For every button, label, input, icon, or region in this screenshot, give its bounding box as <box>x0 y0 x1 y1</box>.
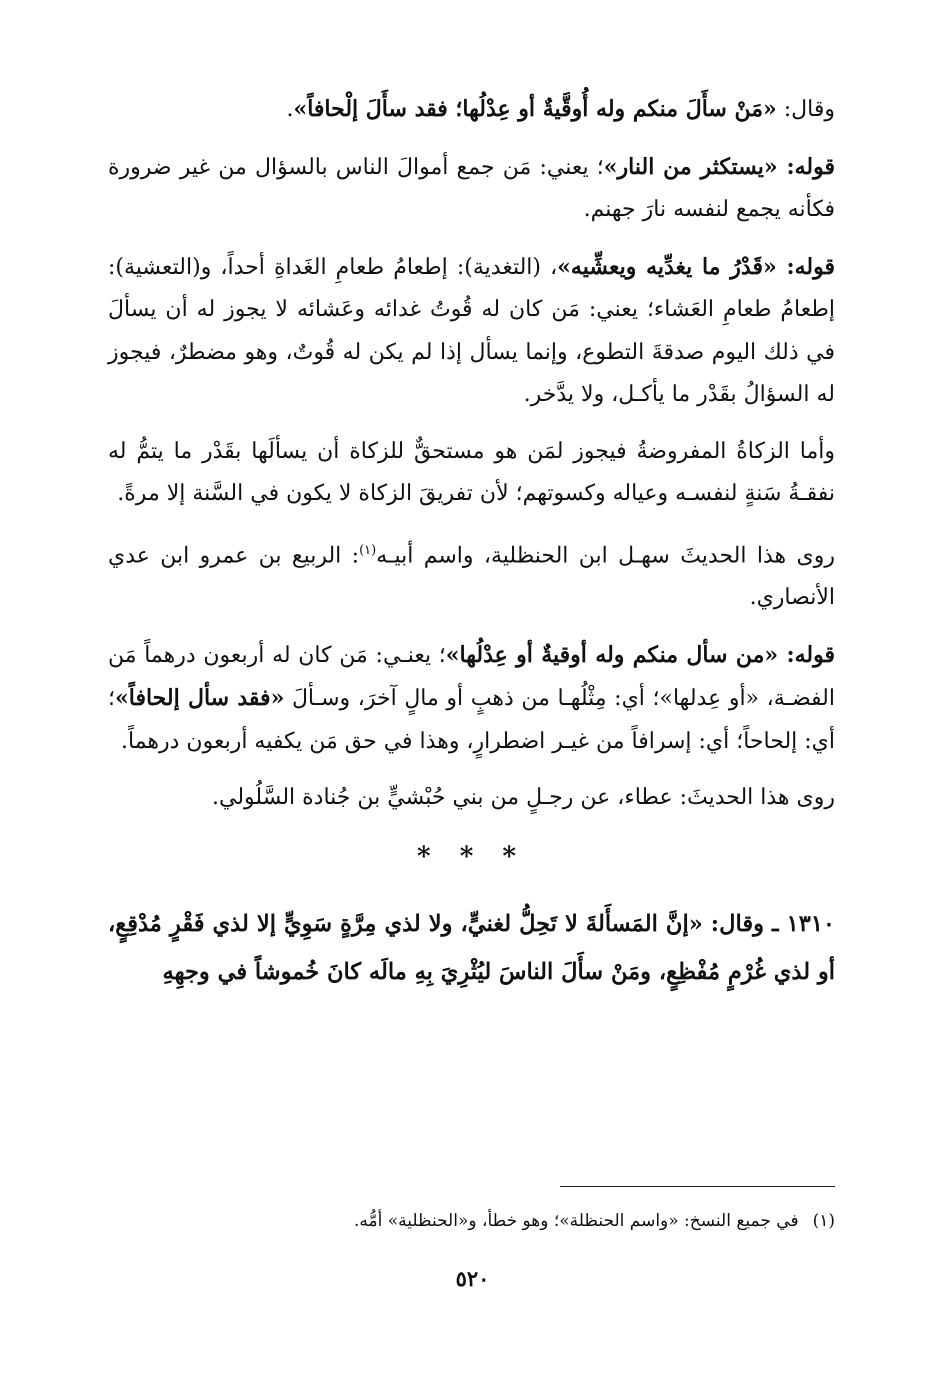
p1-end: . <box>286 97 294 122</box>
footnote <box>108 1207 835 1235</box>
p6-text2: ؛ أي: إلحاحاً؛ أي: إسرافاً من غيـر اضطرارٍ، وهذا في حق مَن يكفيه أربعون درهماً. <box>108 686 835 754</box>
p3-label: قوله: «قَدْرُ ما يغدِّيه ويعشِّيه» <box>557 253 835 280</box>
p6-text1: ؛ يعنـي: مَن كان له أربعون درهماً مَن الفضـة، «أو عِدلها»؛ أي: مِثْلُهـا من ذهبٍ أو مالٍ آخرَ، وسـألَ <box>108 642 835 712</box>
paragraph-4 <box>108 431 835 516</box>
paragraph-6 <box>108 634 835 764</box>
paragraph-2 <box>108 146 835 232</box>
page-body <box>108 88 835 996</box>
footnote-divider <box>560 1186 835 1187</box>
paragraph-3 <box>108 246 835 417</box>
p4-text: وأما الزكاةُ المفروضةُ فيجوز لمَن هو مستحقٌّ للزكاة أن يسألَها بقَدْر ما يتمُّ له نفقـةُ سَنةٍ لنفسـه وعياله وكسوتهم؛ لأن تفريقَ الزكاة لا يكون في السَّنة إلا مرةً. <box>108 438 835 506</box>
section-separator: * * * <box>417 841 526 872</box>
p1-quote: «مَنْ سأَلَ منكم وله أُوقَّيةٌ أو عِدْلُها؛ فقد سأَلَ إلْحافاً» <box>293 96 777 122</box>
p6-label: قوله: «من سأل منكم وله أوقيةٌ أو عِدْلُها» <box>445 641 835 668</box>
page-number: ٥٢٠ <box>455 1266 490 1291</box>
p5-post: : الربيع بن عمرو ابن عدي الأنصاري. <box>108 542 835 611</box>
p3-text: ، (التغدية): إطعامُ طعامِ الغَداةِ أحداً، و(التعشية): إطعامُ طعامِ العَشاء؛ يعني: مَن كان له قُوتُ غدائه وعَشائه لا يجوز له أن يسألَ في ذلك اليوم صدقةَ التطوع، وإنما يسأل إذا لم يكن له قُوتٌ، وهو مضطرٌ، فيجوز له السؤالُ بقَدْر ما يأكـل، ولا يدَّخر. <box>108 254 835 407</box>
p1-lead: وقال: <box>776 97 835 122</box>
p2-label: قوله: «يستكثر من النار» <box>603 153 835 180</box>
paragraph-5 <box>108 530 835 620</box>
hadith-1310: ١٣١٠ ـ وقال: «إنَّ المَسأَلةَ لا تَحِلُّ لغنيٍّ، ولا لذي مِرَّةٍ سَوِيٍّ إلا لذي فَقْرٍ مُدْقِعٍ، أو لذي غُرْمٍ مُفْظِعٍ، ومَنْ سأَلَ الناسَ ليُثْرِيَ بِهِ مالَه كانَ خُموشاً في وجهِهِ <box>108 910 835 985</box>
p2-text: ؛ يعني: مَن جمع أموالَ الناس بالسؤال من غير ضرورة فكأنه يجمع لنفسه نارَ جهنم. <box>108 154 835 222</box>
p5-pre: روى هذا الحديثَ سهـل ابن الحنظلية، واسم أبيـه <box>376 542 835 568</box>
footnote-text: في جميع النسخ: «واسم الحنظلة»؛ وهو خطأ، و«الحنظلية» أمُّه. <box>353 1211 799 1231</box>
p6-label2: «فقد سأل إلحافاً» <box>115 685 285 712</box>
footnote-number: (١) <box>812 1211 835 1231</box>
paragraph-1 <box>108 88 835 132</box>
footnote-ref: (١) <box>359 542 377 558</box>
paragraph-7 <box>108 777 835 820</box>
p7-text: روى هذا الحديثَ: عطاء، عن رجـلٍ من بني حُبْشيٍّ بن جُنادة السَّلُولي. <box>212 785 835 811</box>
